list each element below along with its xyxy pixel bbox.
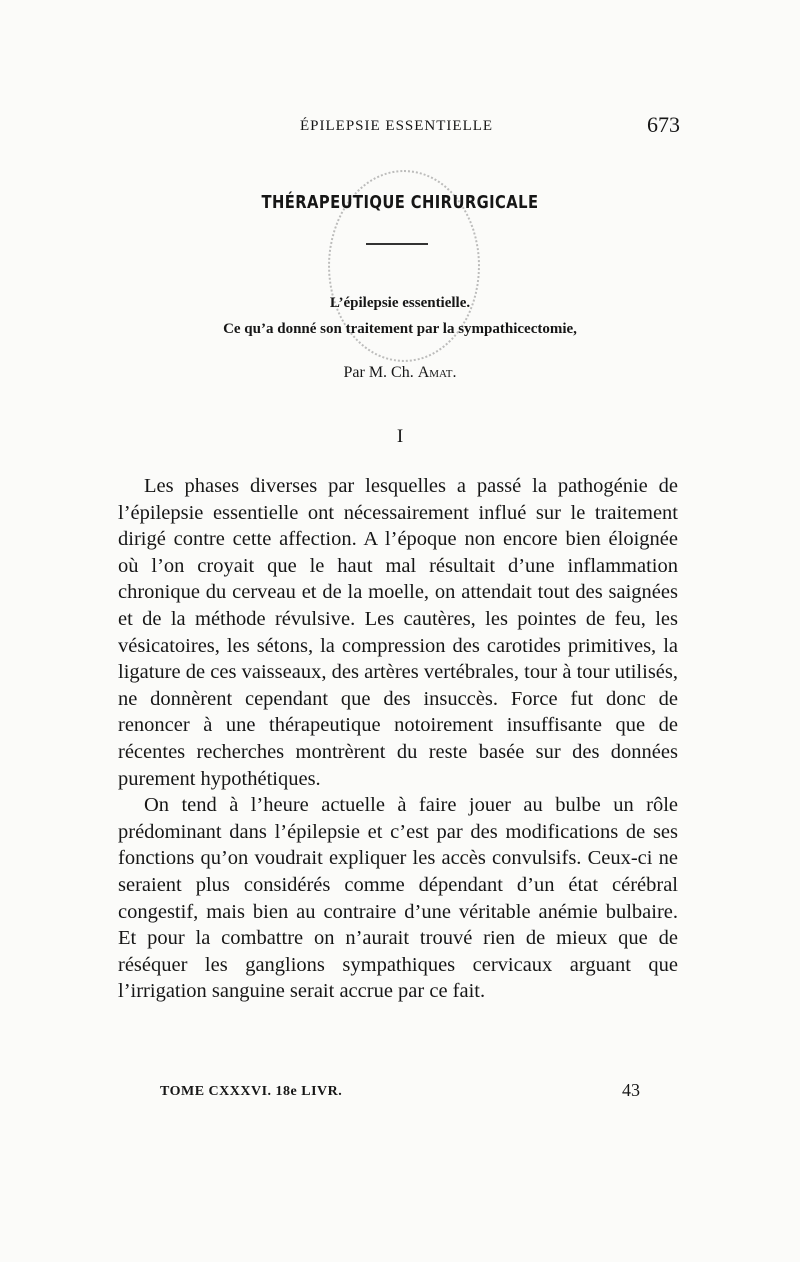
section-title: THÉRAPEUTIQUE CHIRURGICALE: [261, 192, 539, 213]
section-numeral: I: [396, 426, 404, 447]
signature-number: 43: [622, 1080, 640, 1100]
title-rule: [366, 243, 428, 245]
signature-volume: TOME CXXXVI. 18e LIVR.: [160, 1084, 343, 1099]
running-head-title: ÉPILEPSIE ESSENTIELLE: [300, 118, 494, 134]
paragraph-2: On tend à l’heure actuelle à faire jouer au bulbe un rôle prédominant dans l’épilepsie et c’est par des modifications de ses fonctions qu’on voudrait expliquer les accès convulsifs. Ceux-ci ne seraient plus considérés comme dépendant d’un état cérébral congestif, mais bien au contraire d’une véritable anémie bulbaire. Et pour la combattre on n’aurait trouvé rien de mieux que de réséquer les ganglions sympathiques cervicaux arguant que l’irrigation sanguine serait accrue par ce fait.: [118, 794, 678, 1003]
paragraph-1: Les phases diverses par lesquelles a passé la pathogénie de l’épilepsie essentielle ont nécessairement influé sur le traitement dirigé contre cette affection. A l’époque non encore bien éloignée où l’on croyait que le haut mal résultait d’une inflammation chronique du cerveau et de la moelle, on attendait tout des saignées et de la méthode révulsive. Les cautères, les pointes de feu, les vésicatoires, les sétons, la compression des carotides primitives, la ligature de ces vaisseaux, des artères vertébrales, tour à tour utilisés, ne donnèrent cependant que des insuccès. Force fut donc de renoncer à une thérapeutique notoirement insuffisante que de récentes recherches montrèrent du reste basée sur des données purement hypothétiques.: [118, 475, 678, 790]
byline-prefix: Par M. Ch.: [343, 364, 414, 381]
article-subtitle-line2: Ce qu’a donné son traitement par la sympathicectomie,: [223, 321, 577, 337]
article-subtitle-line1: L’épilepsie essentielle.: [329, 295, 471, 311]
byline-author: Amat.: [417, 364, 457, 381]
page-number: 673: [647, 112, 680, 137]
byline: [100, 364, 700, 382]
signature-line: [160, 1080, 640, 1104]
body-text: [118, 473, 678, 1005]
running-head: [120, 112, 680, 142]
